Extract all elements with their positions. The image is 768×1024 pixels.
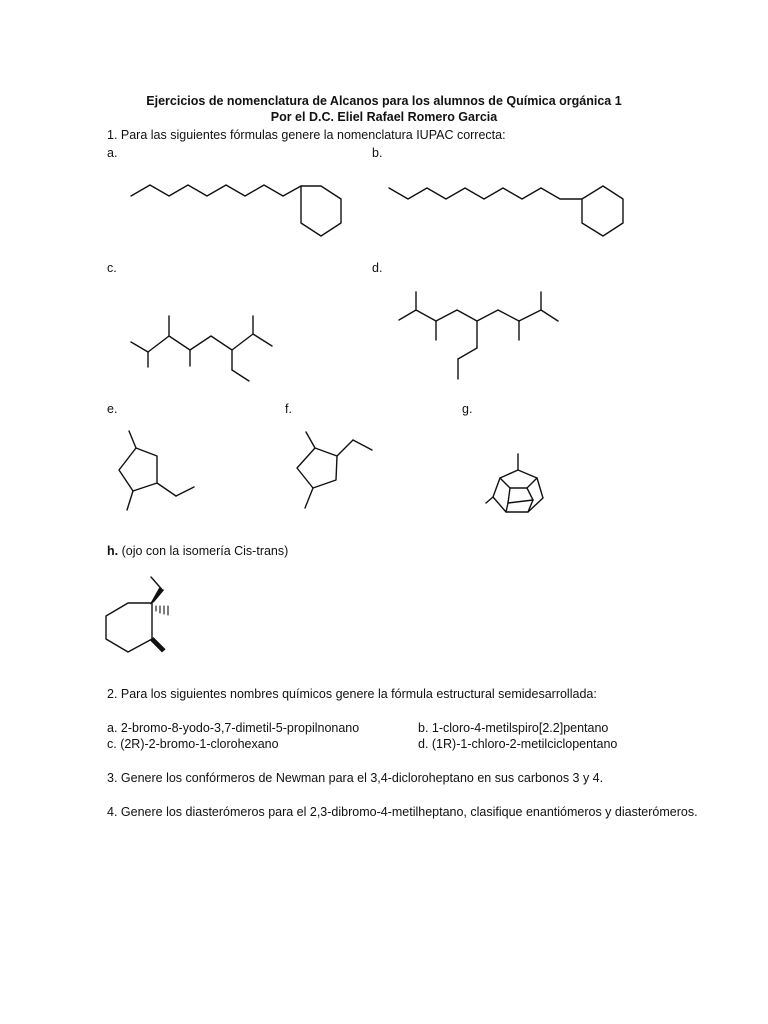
section4-prompt: 4. Genere los diasterómeros para el 2,3-dibromo-4-metilheptano, clasifique enantiómeros y diasterómeros. (107, 805, 698, 819)
section2-item-c: c. (2R)-2-bromo-1-clorohexano (107, 737, 279, 751)
section2-item-b: b. 1-cloro-4-metilspiro[2.2]pentano (418, 721, 609, 735)
section1-prompt: 1. Para las siguientes fórmulas genere la nomenclatura IUPAC correcta: (107, 128, 506, 142)
section2-item-d: d. (1R)-1-chloro-2-metilciclopentano (418, 737, 618, 751)
section2-prompt: 2. Para los siguientes nombres químicos genere la fórmula estructural semidesarrollada: (107, 687, 597, 701)
structure-g (486, 454, 543, 512)
structure-c (131, 316, 272, 381)
label-g: g. (462, 402, 473, 416)
section3-prompt: 3. Genere los confórmeros de Newman para el 3,4-dicloroheptano en sus carbonos 3 y 4. (107, 771, 604, 785)
structure-d (399, 292, 558, 379)
label-a: a. (107, 146, 118, 160)
document-title: Ejercicios de nomenclatura de Alcanos para los alumnos de Química orgánica 1 (146, 94, 622, 108)
label-e: e. (107, 402, 118, 416)
label-h: h. (107, 544, 119, 558)
document-author: Por el D.C. Eliel Rafael Romero Garcia (270, 110, 498, 124)
label-c: c. (107, 261, 117, 275)
label-f: f. (285, 402, 292, 416)
label-d: d. (372, 261, 383, 275)
label-b: b. (372, 146, 383, 160)
structure-h (106, 577, 168, 652)
h-note: (ojo con la isomería Cis-trans) (118, 544, 289, 558)
structure-a (131, 185, 341, 236)
section2-item-a: a. 2-bromo-8-yodo-3,7-dimetil-5-propilnonano (107, 721, 360, 735)
structure-b (389, 186, 623, 236)
structure-f (297, 432, 372, 508)
structure-e (119, 431, 194, 510)
